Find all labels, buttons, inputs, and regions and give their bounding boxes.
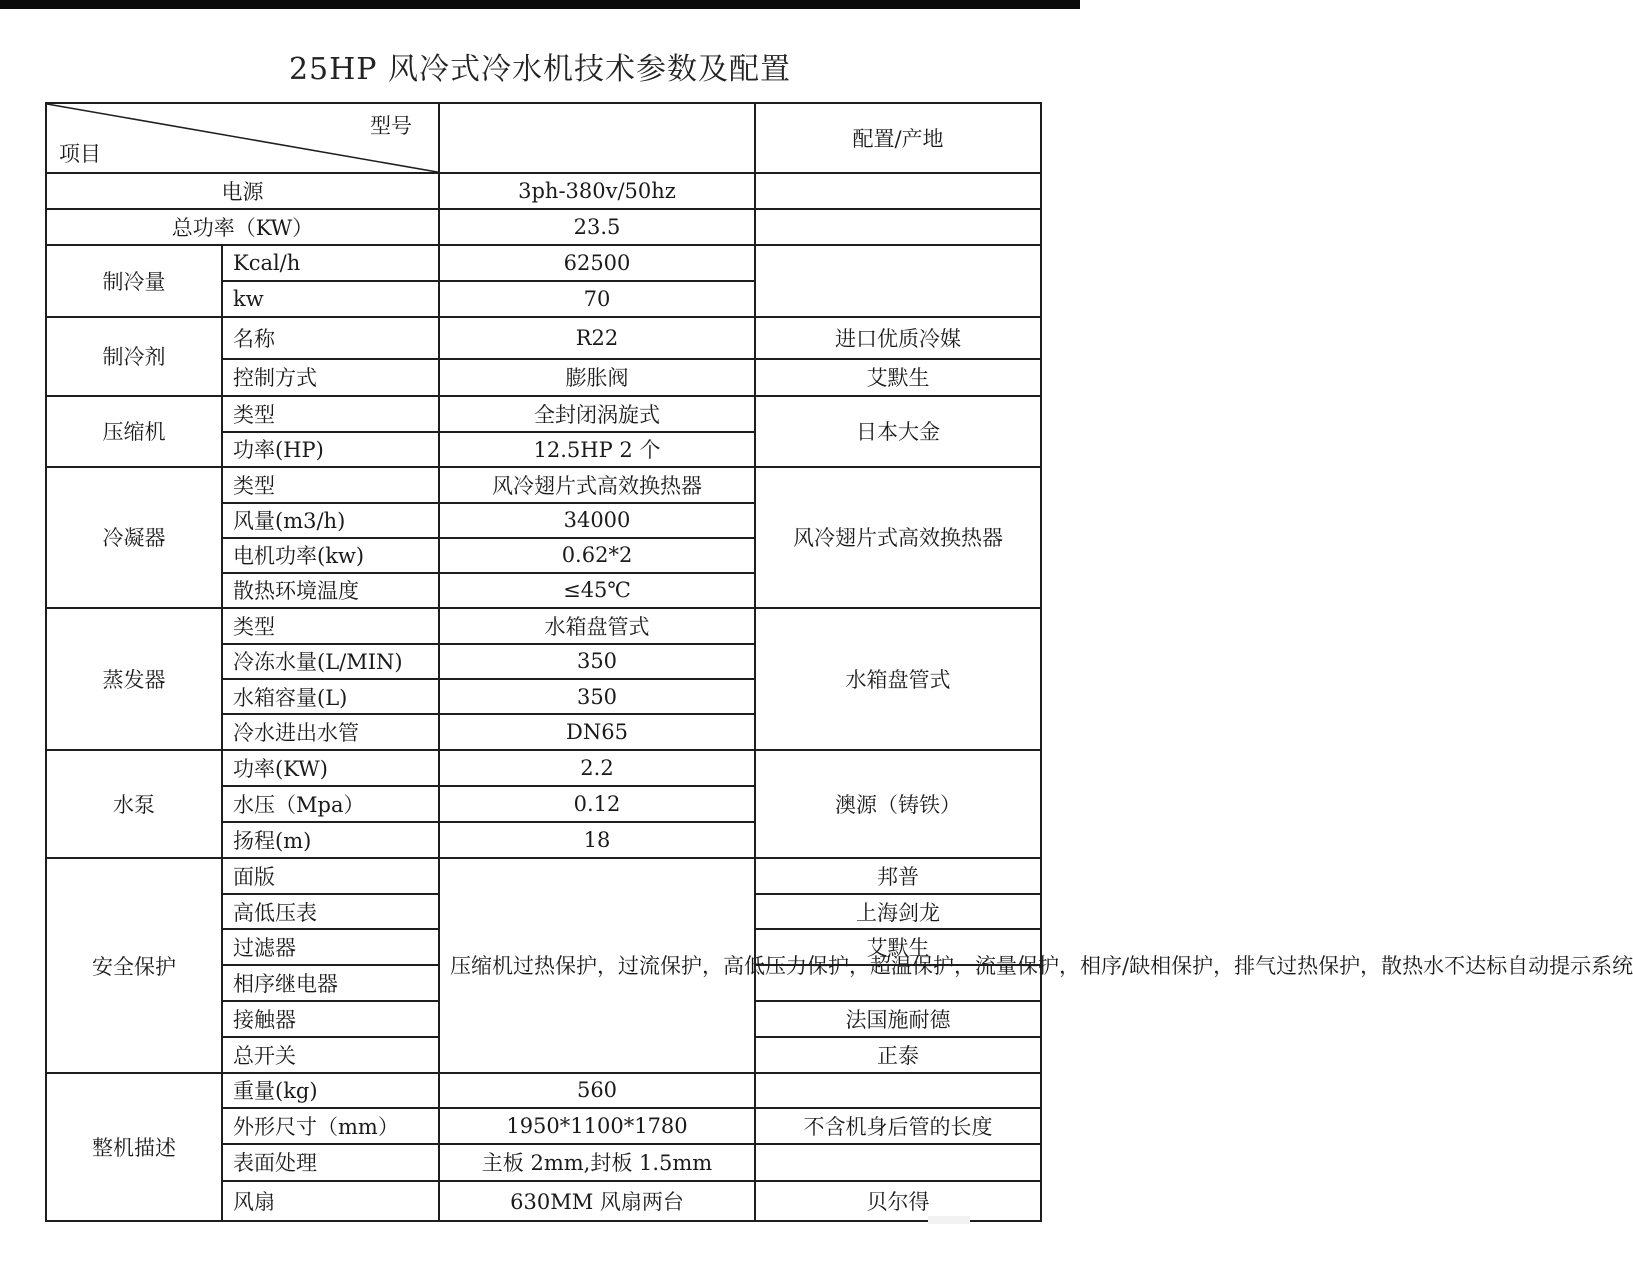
faint-watermark-smudge <box>928 1216 970 1224</box>
safety-item-config: 法国施耐德 <box>755 1001 1041 1037</box>
table-header-row <box>46 103 1041 173</box>
cooling-group-label: 制冷量 <box>46 245 222 317</box>
pump-head-value: 18 <box>439 822 755 858</box>
machine-size-value: 1950*1100*1780 <box>439 1108 755 1144</box>
safety-item-config: 邦普 <box>755 858 1041 894</box>
table-row <box>46 245 1041 281</box>
pump-pressure-value: 0.12 <box>439 786 755 822</box>
condenser-group-label: 冷凝器 <box>46 467 222 608</box>
condenser-air-label: 风量(m3/h) <box>222 503 439 538</box>
pump-config: 澳源（铸铁） <box>755 750 1041 858</box>
machine-surface-label: 表面处理 <box>222 1144 439 1181</box>
pump-power-label: 功率(KW) <box>222 750 439 786</box>
machine-size-label: 外形尺寸（mm） <box>222 1108 439 1144</box>
top-dark-bar <box>0 0 1080 9</box>
safety-item-config: 上海剑龙 <box>755 894 1041 929</box>
table-row <box>46 608 1041 644</box>
evaporator-config: 水箱盘管式 <box>755 608 1041 750</box>
header-value-cell <box>439 103 755 173</box>
safety-item-label: 总开关 <box>222 1037 439 1073</box>
condenser-air-value: 34000 <box>439 503 755 538</box>
total-power-config <box>755 209 1041 245</box>
condenser-motor-value: 0.62*2 <box>439 538 755 573</box>
condenser-motor-label: 电机功率(kw) <box>222 538 439 573</box>
table-row <box>46 467 1041 503</box>
condenser-env-label: 散热环境温度 <box>222 573 439 608</box>
refrigerant-name-value: R22 <box>439 317 755 359</box>
refrigerant-ctrl-value: 膨胀阀 <box>439 359 755 395</box>
condenser-config: 风冷翅片式高效换热器 <box>755 467 1041 608</box>
table-row <box>46 858 1041 894</box>
safety-description: 压缩机过热保护，过流保护，高低压力保护，超温保护，流量保护，相序/缺相保护，排气过热保护，散热水不达标自动提示系统 <box>439 858 755 1072</box>
pump-head-label: 扬程(m) <box>222 822 439 858</box>
compressor-config: 日本大金 <box>755 396 1041 467</box>
safety-item-config: 艾默生 <box>755 929 1041 964</box>
diagonal-header-cell <box>46 103 439 173</box>
safety-item-label: 接触器 <box>222 1001 439 1037</box>
condenser-env-value: ≤45℃ <box>439 573 755 608</box>
machine-weight-label: 重量(kg) <box>222 1073 439 1108</box>
compressor-group-label: 压缩机 <box>46 396 222 467</box>
evaporator-type-label: 类型 <box>222 608 439 644</box>
cooling-kw-label: kw <box>222 281 439 317</box>
cooling-config <box>755 245 1041 317</box>
safety-item-label: 高低压表 <box>222 894 439 929</box>
total-power-label: 总功率（KW） <box>46 209 439 245</box>
power-supply-value: 3ph-380v/50hz <box>439 173 755 209</box>
power-supply-label: 电源 <box>46 173 439 209</box>
table-row <box>46 750 1041 786</box>
pump-group-label: 水泵 <box>46 750 222 858</box>
safety-item-config: 正泰 <box>755 1037 1041 1073</box>
evaporator-tank-label: 水箱容量(L) <box>222 679 439 714</box>
header-item-label: 项目 <box>59 142 101 167</box>
evaporator-group-label: 蒸发器 <box>46 608 222 750</box>
machine-surface-config <box>755 1144 1041 1181</box>
table-row <box>46 317 1041 359</box>
condenser-type-value: 风冷翅片式高效换热器 <box>439 467 755 503</box>
cooling-kw-value: 70 <box>439 281 755 317</box>
condenser-type-label: 类型 <box>222 467 439 503</box>
machine-weight-config <box>755 1073 1041 1108</box>
safety-item-label: 过滤器 <box>222 929 439 964</box>
compressor-type-value: 全封闭涡旋式 <box>439 396 755 432</box>
spec-table <box>45 102 1633 1222</box>
safety-item-label: 相序继电器 <box>222 965 439 1001</box>
header-model-label: 型号 <box>370 114 412 138</box>
compressor-type-label: 类型 <box>222 396 439 432</box>
refrigerant-name-config: 进口优质冷媒 <box>755 317 1041 359</box>
table-row <box>46 1073 1041 1108</box>
machine-size-config: 不含机身后管的长度 <box>755 1108 1041 1144</box>
refrigerant-group-label: 制冷剂 <box>46 317 222 395</box>
pump-pressure-label: 水压（Mpa） <box>222 786 439 822</box>
total-power-value: 23.5 <box>439 209 755 245</box>
evaporator-pipe-label: 冷水进出水管 <box>222 714 439 750</box>
table-row <box>46 396 1041 432</box>
refrigerant-ctrl-config: 艾默生 <box>755 359 1041 395</box>
compressor-power-label: 功率(HP) <box>222 432 439 467</box>
machine-fan-value: 630MM 风扇两台 <box>439 1181 755 1221</box>
machine-fan-config: 贝尔得 <box>755 1181 1041 1221</box>
table-row <box>46 173 1041 209</box>
evaporator-flow-label: 冷冻水量(L/MIN) <box>222 644 439 679</box>
header-config-label: 配置/产地 <box>755 103 1041 173</box>
machine-surface-value: 主板 2mm,封板 1.5mm <box>439 1144 755 1181</box>
evaporator-flow-value: 350 <box>439 644 755 679</box>
cooling-kcal-label: Kcal/h <box>222 245 439 281</box>
document-title: 25HP 风冷式冷水机技术参数及配置 <box>288 52 792 87</box>
pump-power-value: 2.2 <box>439 750 755 786</box>
safety-item-label: 面版 <box>222 858 439 894</box>
power-supply-config <box>755 173 1041 209</box>
table-row <box>46 209 1041 245</box>
compressor-power-value: 12.5HP 2 个 <box>439 432 755 467</box>
machine-weight-value: 560 <box>439 1073 755 1108</box>
machine-fan-label: 风扇 <box>222 1181 439 1221</box>
evaporator-type-value: 水箱盘管式 <box>439 608 755 644</box>
safety-group-label: 安全保护 <box>46 858 222 1072</box>
evaporator-pipe-value: DN65 <box>439 714 755 750</box>
evaporator-tank-value: 350 <box>439 679 755 714</box>
refrigerant-name-label: 名称 <box>222 317 439 359</box>
machine-group-label: 整机描述 <box>46 1073 222 1221</box>
refrigerant-ctrl-label: 控制方式 <box>222 359 439 395</box>
cooling-kcal-value: 62500 <box>439 245 755 281</box>
